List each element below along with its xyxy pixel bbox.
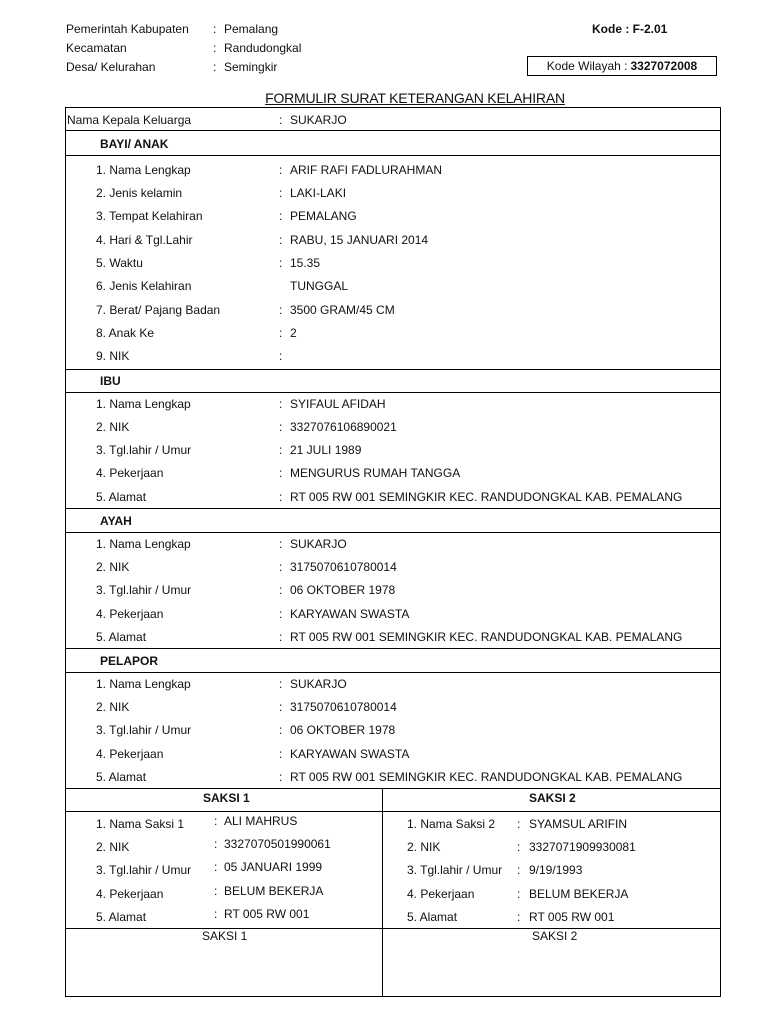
row-value: SYIFAUL AFIDAH — [290, 396, 386, 411]
row-value: 06 OKTOBER 1978 — [290, 722, 396, 737]
row-colon: : — [279, 208, 283, 223]
row-colon: : — [279, 232, 283, 247]
saksi2-signature-label: SAKSI 2 — [532, 929, 578, 943]
row-label: 5. Alamat — [407, 909, 458, 924]
row-label: 1. Nama Lengkap — [96, 396, 191, 411]
row-value: 06 OKTOBER 1978 — [290, 582, 396, 597]
row-colon: : — [279, 302, 283, 317]
row-colon: : — [214, 907, 218, 922]
row-value: ALI MAHRUS — [224, 814, 298, 829]
header-colon: : — [213, 41, 217, 55]
row-colon: : — [279, 629, 283, 644]
row-colon: : — [517, 886, 521, 901]
row-value: 05 JANUARI 1999 — [224, 860, 323, 875]
row-ibu-2 — [66, 415, 720, 438]
row-colon: : — [279, 699, 283, 714]
row-ibu-5 — [66, 485, 720, 508]
row-ayah-2 — [66, 555, 720, 578]
row-label: 3. Tgl.lahir / Umur — [96, 442, 192, 457]
row-label: 3. Tgl.lahir / Umur — [96, 862, 192, 877]
row-colon: : — [517, 816, 521, 831]
row-ibu-4 — [66, 461, 720, 484]
form-table — [65, 107, 721, 997]
row-saksi2-1 — [383, 812, 722, 835]
section-pelapor — [66, 649, 720, 672]
row-ayah-4 — [66, 602, 720, 625]
section-ibu — [66, 369, 720, 392]
row-saksi1-3 — [66, 858, 382, 881]
row-label: Nama Kepala Keluarga — [67, 112, 192, 127]
row-colon: : — [279, 769, 283, 784]
row-value: RT 005 RW 001 — [224, 907, 310, 922]
header-colon: : — [213, 60, 217, 74]
row-colon: : — [517, 909, 521, 924]
row-pelapor-3 — [66, 718, 720, 741]
row-colon: : — [279, 396, 283, 411]
header-value: Semingkir — [224, 60, 278, 74]
row-bayi-1 — [66, 158, 720, 181]
row-value: KARYAWAN SWASTA — [290, 746, 410, 761]
row-pelapor-1 — [66, 672, 720, 695]
row-value: 9/19/1993 — [529, 862, 583, 877]
header-label: Pemerintah Kabupaten — [66, 22, 189, 36]
row-ayah-3 — [66, 578, 720, 601]
row-colon: : — [279, 419, 283, 434]
row-pelapor-4 — [66, 742, 720, 765]
kode-wilayah-value: 3327072008 — [630, 59, 698, 73]
row-label: 5. Waktu — [96, 255, 143, 270]
row-saksi1-4 — [66, 882, 382, 905]
row-colon: : — [214, 884, 218, 899]
row-colon: : — [279, 465, 283, 480]
header-colon: : — [213, 22, 217, 36]
row-value: MENGURUS RUMAH TANGGA — [290, 465, 461, 480]
row-colon: : — [279, 559, 283, 574]
row-value: RT 005 RW 001 SEMINGKIR KEC. RANDUDONGKAL KAB. PEMALANG — [290, 769, 683, 784]
row-label: 9. NIK — [96, 348, 130, 363]
row-colon: : — [279, 112, 283, 127]
kode-wilayah-label: Kode Wilayah : — [546, 59, 628, 73]
row-saksi2-5 — [383, 905, 722, 928]
row-saksi1-2 — [66, 835, 382, 858]
row-value: LAKI-LAKI — [290, 185, 347, 200]
row-colon: : — [279, 722, 283, 737]
saksi1-heading: SAKSI 1 — [203, 791, 250, 805]
row-bayi-5 — [66, 251, 720, 274]
saksi1-signature-label: SAKSI 1 — [202, 929, 248, 943]
row-colon: : — [279, 676, 283, 691]
row-colon: : — [279, 536, 283, 551]
row-label: 3. Tempat Kelahiran — [96, 208, 203, 223]
row-value: 3500 GRAM/45 CM — [290, 302, 395, 317]
row-label: 4. Pekerjaan — [96, 465, 164, 480]
row-ibu-3 — [66, 438, 720, 461]
row-ayah-5 — [66, 625, 720, 648]
row-bayi-6 — [66, 274, 720, 297]
row-value: TUNGGAL — [290, 278, 349, 293]
row-value: 15.35 — [290, 255, 321, 270]
divider — [66, 928, 720, 929]
row-colon: : — [279, 489, 283, 504]
row-value: RT 005 RW 001 — [529, 909, 615, 924]
row-value: BELUM BEKERJA — [529, 886, 629, 901]
row-value: RT 005 RW 001 SEMINGKIR KEC. RANDUDONGKAL KAB. PEMALANG — [290, 629, 683, 644]
saksi2-heading: SAKSI 2 — [529, 791, 576, 805]
row-label: 2. NIK — [96, 839, 130, 854]
row-colon: : — [214, 860, 218, 875]
row-label: 4. Pekerjaan — [407, 886, 475, 901]
row-label: 3. Tgl.lahir / Umur — [407, 862, 503, 877]
row-label: 2. NIK — [96, 559, 130, 574]
section-bayi — [66, 132, 720, 155]
row-label: 1. Nama Saksi 2 — [407, 816, 496, 831]
row-bayi-9 — [66, 344, 720, 367]
row-colon: : — [517, 839, 521, 854]
row-colon: : — [279, 606, 283, 621]
row-label: 5. Alamat — [96, 489, 147, 504]
row-colon: : — [279, 325, 283, 340]
header-value: Pemalang — [224, 22, 279, 36]
row-value: RT 005 RW 001 SEMINGKIR KEC. RANDUDONGKAL KAB. PEMALANG — [290, 489, 683, 504]
row-label: 4. Hari & Tgl.Lahir — [96, 232, 193, 247]
row-ayah-1 — [66, 532, 720, 555]
row-colon: : — [279, 255, 283, 270]
row-saksi1-1 — [66, 812, 382, 835]
row-label: 4. Pekerjaan — [96, 606, 164, 621]
row-label: 2. NIK — [407, 839, 441, 854]
row-saksi2-2 — [383, 835, 722, 858]
row-label: 6. Jenis Kelahiran — [96, 278, 192, 293]
row-value: 3327070501990061 — [224, 837, 331, 852]
row-label: 4. Pekerjaan — [96, 886, 164, 901]
row-saksi1-5 — [66, 905, 382, 928]
row-label: 3. Tgl.lahir / Umur — [96, 722, 192, 737]
header-label: Desa/ Kelurahan — [66, 60, 156, 74]
section-heading: PELAPOR — [100, 653, 159, 668]
row-value: 3175070610780014 — [290, 699, 397, 714]
row-bayi-8 — [66, 321, 720, 344]
row-value: PEMALANG — [290, 208, 357, 223]
row-colon: : — [279, 746, 283, 761]
row-bayi-2 — [66, 181, 720, 204]
row-value: BELUM BEKERJA — [224, 884, 324, 899]
row-bayi-7 — [66, 298, 720, 321]
row-value: 21 JULI 1989 — [290, 442, 362, 457]
row-value: ARIF RAFI FADLURAHMAN — [290, 162, 443, 177]
header-label: Kecamatan — [66, 41, 127, 55]
row-colon: : — [279, 442, 283, 457]
row-pelapor-5 — [66, 765, 720, 788]
row-value: SUKARJO — [290, 676, 347, 691]
header-value: Randudongkal — [224, 41, 302, 55]
row-colon: : — [279, 162, 283, 177]
row-label: 1. Nama Lengkap — [96, 536, 191, 551]
row-value: SYAMSUL ARIFIN — [529, 816, 628, 831]
row-saksi2-4 — [383, 882, 722, 905]
row-colon: : — [279, 348, 283, 363]
row-label: 1. Nama Lengkap — [96, 162, 191, 177]
row-value: 3327076106890021 — [290, 419, 397, 434]
row-colon: : — [279, 582, 283, 597]
row-label: 5. Alamat — [96, 909, 147, 924]
row-bayi-3 — [66, 204, 720, 227]
divider — [66, 155, 720, 156]
row-label: 2. NIK — [96, 699, 130, 714]
row-colon: : — [279, 185, 283, 200]
row-label: 5. Alamat — [96, 769, 147, 784]
section-ayah — [66, 509, 720, 532]
row-value: RABU, 15 JANUARI 2014 — [290, 232, 429, 247]
row-value: 3175070610780014 — [290, 559, 397, 574]
row-ibu-1 — [66, 392, 720, 415]
row-saksi2-3 — [383, 858, 722, 881]
row-label: 5. Alamat — [96, 629, 147, 644]
divider — [66, 788, 720, 789]
row-value: KARYAWAN SWASTA — [290, 606, 410, 621]
section-heading: IBU — [100, 373, 121, 388]
form-title: FORMULIR SURAT KETERANGAN KELAHIRAN — [265, 90, 565, 106]
row-kepala-keluarga — [66, 108, 720, 131]
row-label: 4. Pekerjaan — [96, 746, 164, 761]
form-code: Kode : F-2.01 — [592, 22, 668, 36]
section-heading: BAYI/ ANAK — [100, 136, 169, 151]
divider — [66, 130, 720, 131]
row-label: 2. NIK — [96, 419, 130, 434]
row-colon: : — [517, 862, 521, 877]
row-label: 7. Berat/ Pajang Badan — [96, 302, 221, 317]
row-label: 1. Nama Lengkap — [96, 676, 191, 691]
row-label: 8. Anak Ke — [96, 325, 155, 340]
row-value: 3327071909930081 — [529, 839, 636, 854]
row-value: SUKARJO — [290, 112, 347, 127]
row-pelapor-2 — [66, 695, 720, 718]
row-label: 1. Nama Saksi 1 — [96, 816, 185, 831]
row-label: 3. Tgl.lahir / Umur — [96, 582, 192, 597]
row-colon: : — [214, 814, 218, 829]
section-heading: AYAH — [100, 513, 132, 528]
row-value: 2 — [290, 325, 297, 340]
row-colon: : — [214, 837, 218, 852]
row-label: 2. Jenis kelamin — [96, 185, 183, 200]
row-value: SUKARJO — [290, 536, 347, 551]
row-bayi-4 — [66, 228, 720, 251]
kode-wilayah-box — [527, 56, 717, 76]
